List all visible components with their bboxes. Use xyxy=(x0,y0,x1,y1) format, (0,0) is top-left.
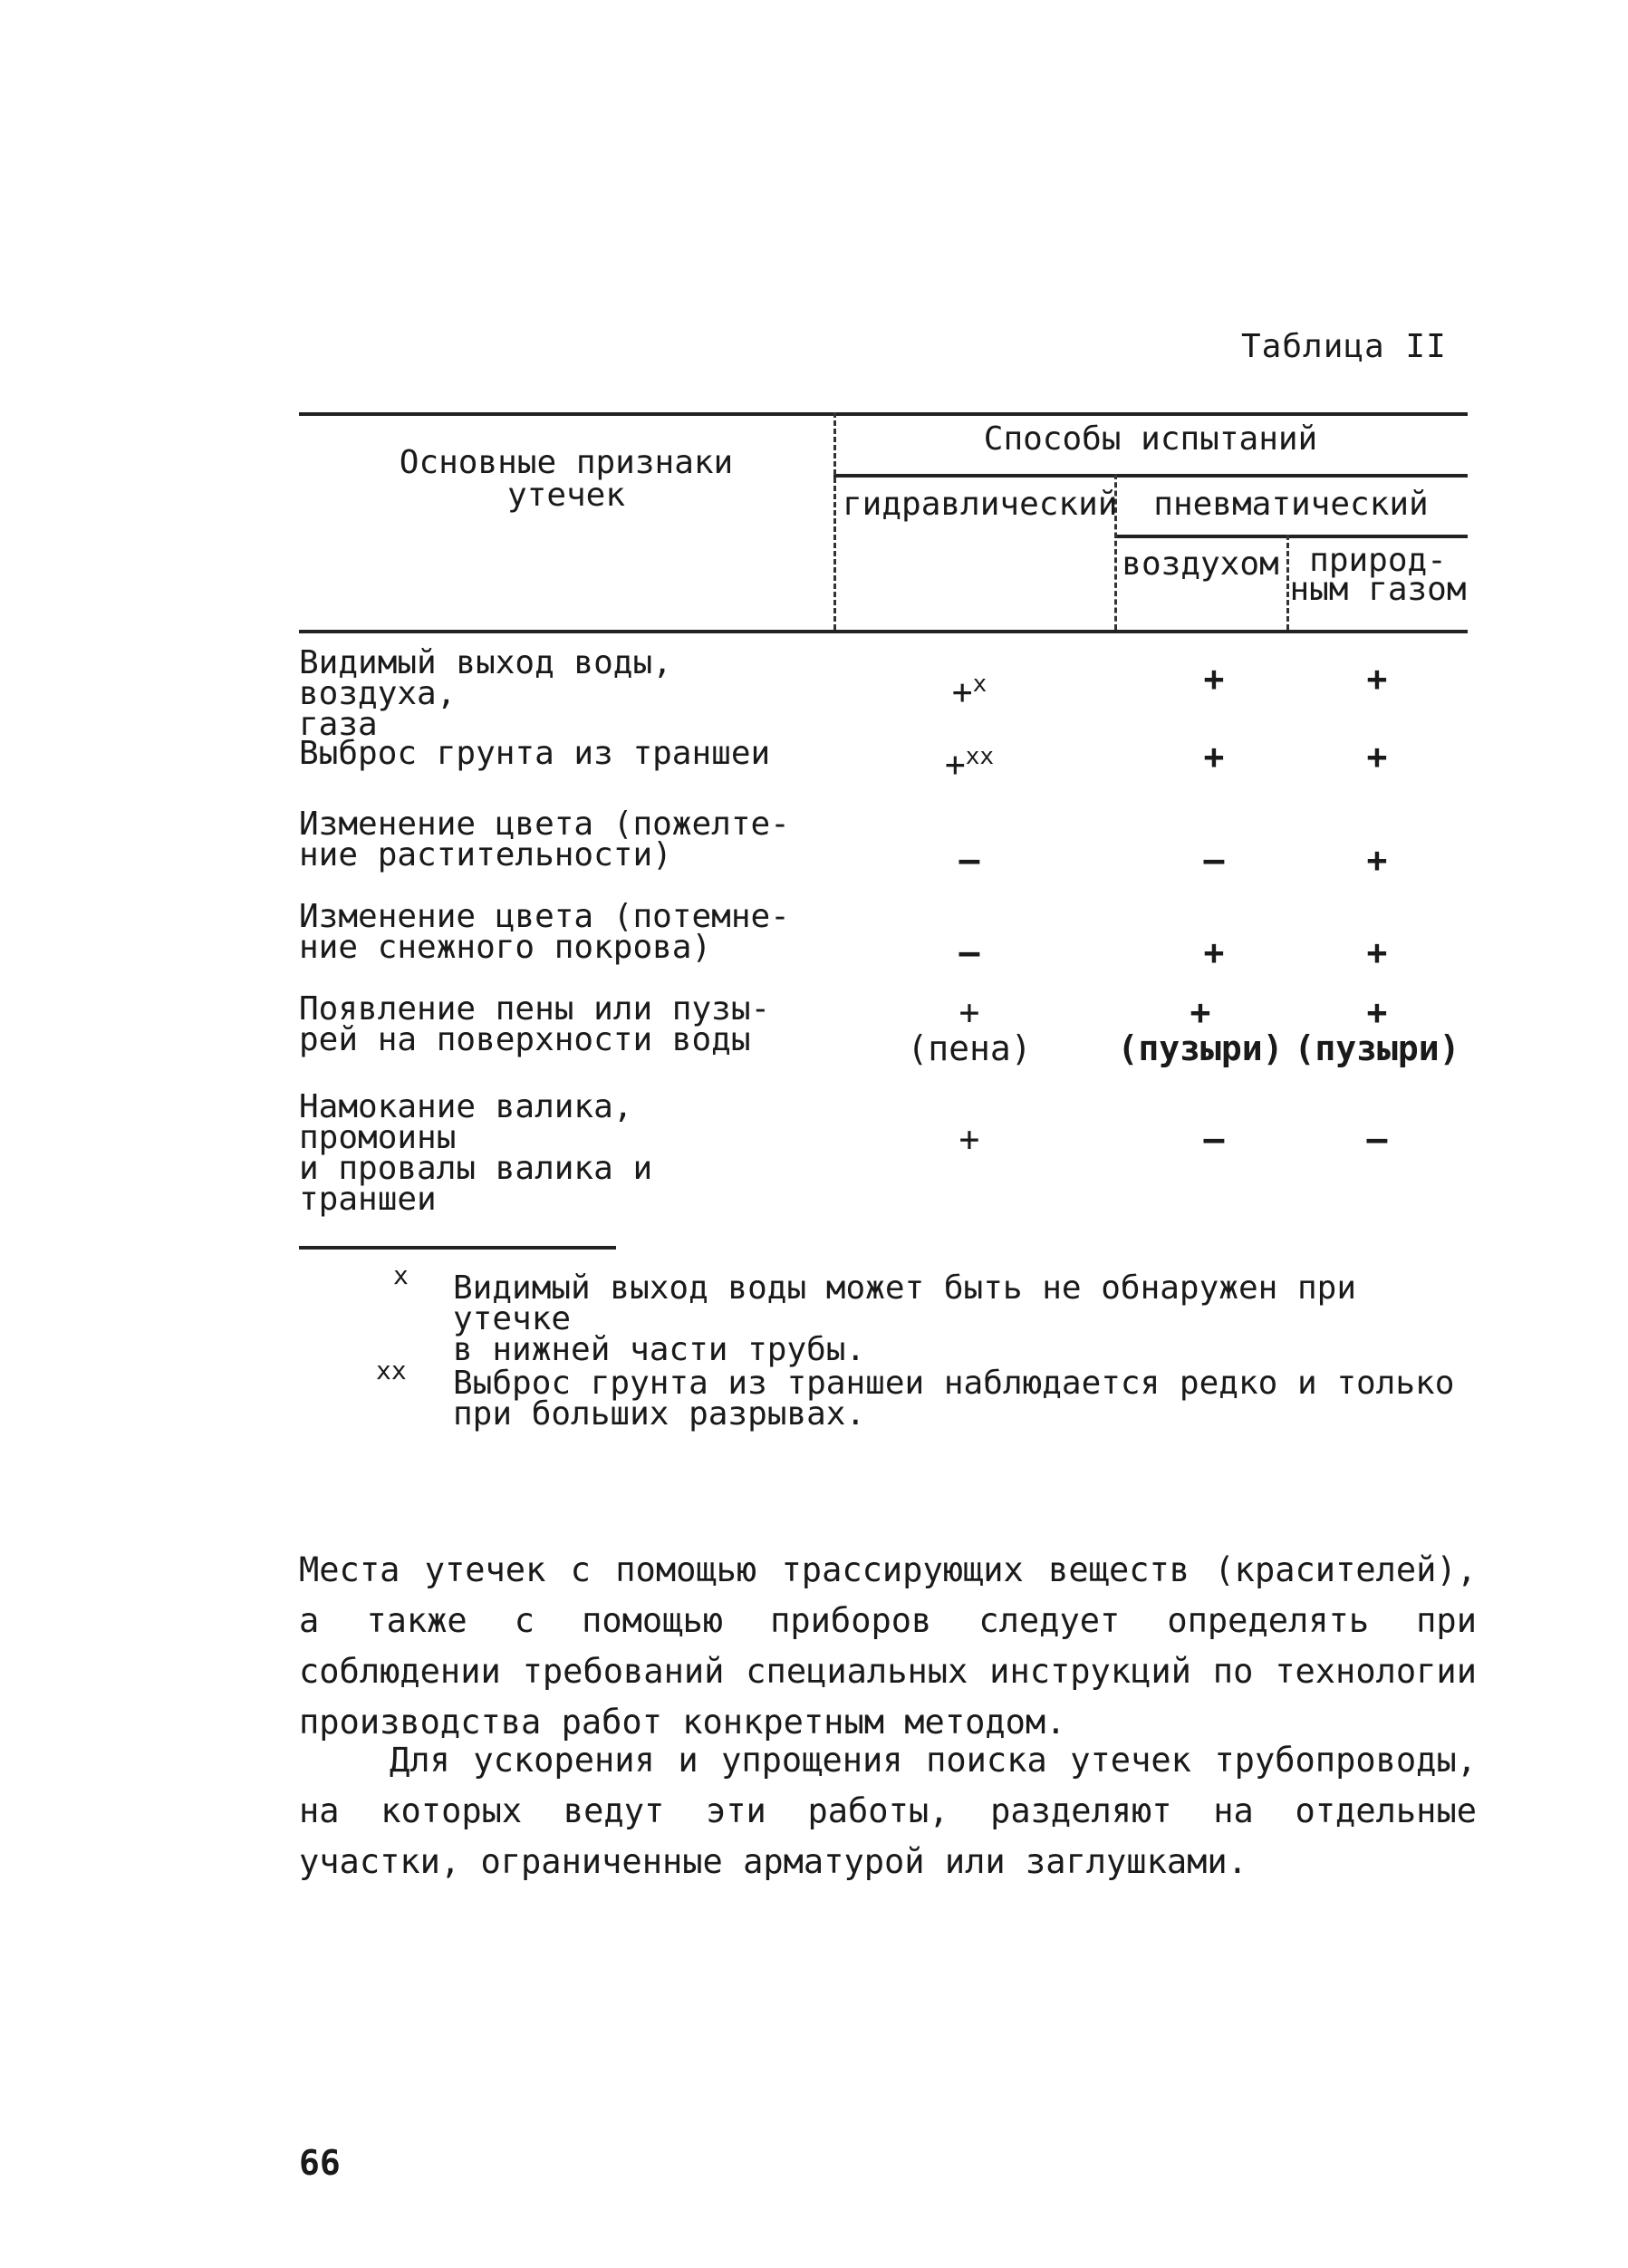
footnote-mark: хх xyxy=(376,1356,407,1385)
cell-hydraulic: – xyxy=(958,932,980,972)
row-label: Появление пены или пузы- рей на поверхности воды xyxy=(299,990,771,1058)
header-rule-pneumatic xyxy=(1114,535,1468,538)
header-air: воздухом xyxy=(1122,545,1279,583)
cell-gas: + xyxy=(1366,737,1388,777)
cell-air: – xyxy=(1203,1119,1225,1159)
header-pneumatic: пневматический xyxy=(1153,486,1429,523)
cell-gas: + (пузыри) xyxy=(1294,992,1460,1068)
header-rule-methods xyxy=(833,474,1468,478)
row-label: Выброс грунта из траншеи xyxy=(299,735,771,772)
table-top-rule xyxy=(299,412,1468,416)
footnote-ref: хх xyxy=(965,743,995,770)
header-bottom-rule xyxy=(299,630,1468,633)
row-label: Видимый выход воды, воздуха, газа xyxy=(299,644,672,743)
cell-gas: – xyxy=(1366,1119,1388,1159)
cell-hydraulic: +$^{хх}$ xyxy=(944,743,995,785)
cell-gas: + xyxy=(1366,932,1388,972)
body-paragraph: Для ускорения и упрощения поиска утечек трубопроводы, на которых ведут эти работы, разделяют на отдельные участки, ограниченные арматурой или заглушками. xyxy=(299,1741,1477,1881)
row-label: Изменение цвета (пожелте- ние растительности) xyxy=(299,806,790,873)
header-signs: Основные признаки утечек xyxy=(399,444,734,514)
cell-air: – xyxy=(1203,840,1225,880)
cell-air: + xyxy=(1203,932,1225,972)
row-label: Изменение цвета (потемне- ние снежного покрова) xyxy=(299,898,790,966)
cell-air: + xyxy=(1203,659,1225,699)
page-number: 66 xyxy=(299,2143,341,2183)
cell-air: + (пузыри) xyxy=(1117,992,1284,1068)
header-natural-gas: природ- ным газом xyxy=(1289,542,1467,608)
cell-hydraulic: + xyxy=(958,1119,980,1159)
footnote-text: Видимый выход воды может быть не обнаружен при утечке в нижней части трубы. xyxy=(453,1269,1356,1368)
cell-hydraulic: – xyxy=(958,840,980,880)
cell-gas: + xyxy=(1366,840,1388,880)
cell-hydraulic: +$^х$ xyxy=(951,671,987,712)
cell-hydraulic: + (пена) xyxy=(907,992,1032,1068)
cell-air: + xyxy=(1203,737,1225,777)
footnote-ref: х xyxy=(972,671,987,698)
header-hydraulic: гидравлический xyxy=(843,486,1118,523)
table-caption: Таблица II xyxy=(1241,328,1447,365)
header-methods: Способы испытаний xyxy=(983,420,1318,458)
row-label: Намокание валика, промоины и провалы валика и траншеи xyxy=(299,1088,653,1218)
body-paragraph: Места утечек с помощью трассирующих веществ (красителей), а также с помощью приборов следует определять при соблюдении требований специальных инструкций по технологии производства работ конкретным методом. xyxy=(299,1550,1477,1742)
footnote-text: Выброс грунта из траншеи наблюдается редко и только при больших разрывах. xyxy=(453,1365,1455,1433)
cell-gas: + xyxy=(1366,659,1388,699)
footnote-rule xyxy=(299,1246,616,1250)
footnote-mark: х xyxy=(393,1260,409,1290)
